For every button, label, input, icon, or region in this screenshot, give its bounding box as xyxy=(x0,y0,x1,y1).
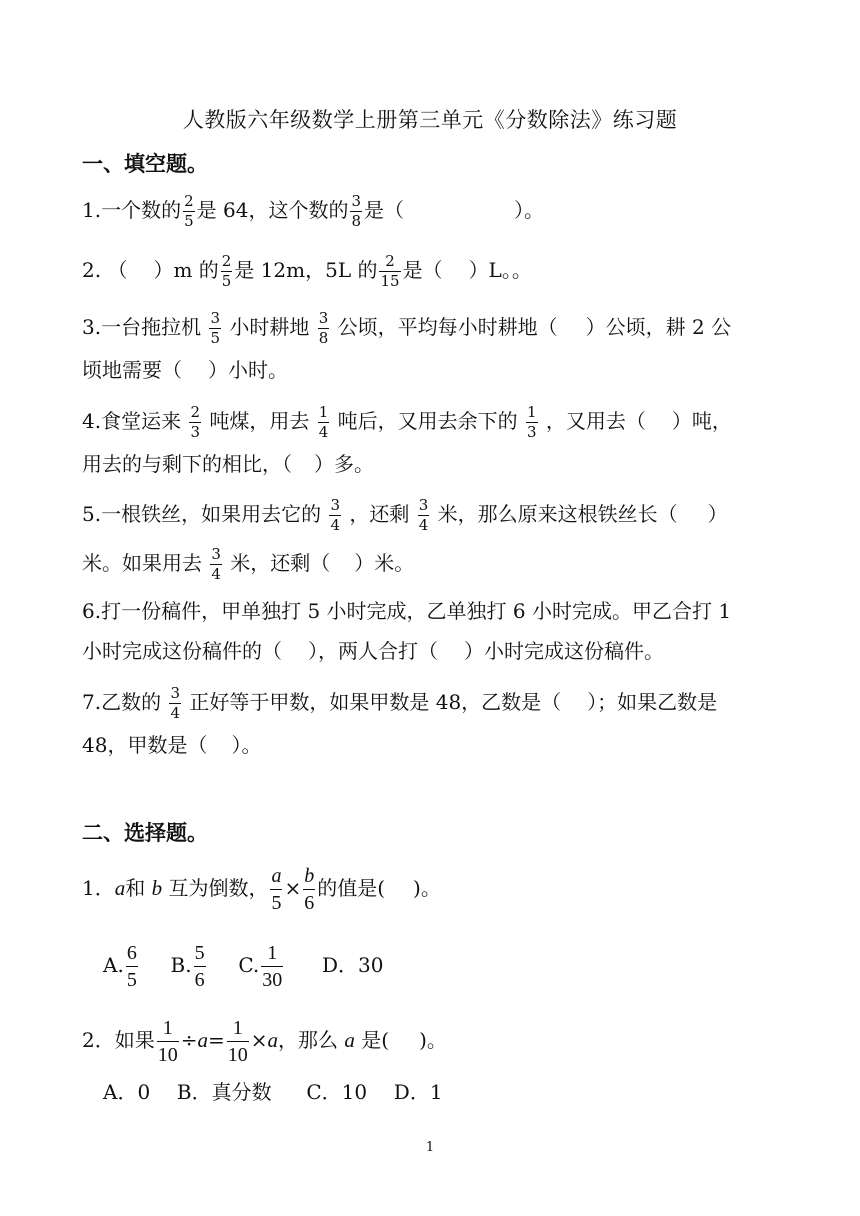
fraction: $\frac{3}{5}$ xyxy=(210,309,220,347)
question-7: 7.乙数的 $\frac{3}{4}$ 正好等于甲数，如果甲数是 48，乙数是（ ）；如果乙数是 xyxy=(82,684,718,722)
option-c[interactable]: C. $\frac{1}{30}$ xyxy=(238,942,283,991)
fraction: $\frac{3}{8}$ xyxy=(318,309,329,347)
option-d[interactable]: D．30 xyxy=(321,953,384,977)
option-c[interactable]: C．10 xyxy=(306,1080,368,1104)
fraction: $\frac{a}{5}$ xyxy=(271,865,282,914)
fraction: $\frac{2}{3}$ xyxy=(190,403,200,441)
choice-1-options xyxy=(103,943,803,990)
question-2: 2. （ ）m 的 $\frac{2}{5}$ 是 12m，5L 的 $\frac{2}{15}$ 是（ ）L。。 xyxy=(82,252,532,290)
question-3-cont: 顷地需要（ ）小时。 xyxy=(82,358,288,382)
fraction: $\frac{b}{6}$ xyxy=(304,865,315,914)
fraction: $\frac{5}{6}$ xyxy=(194,942,205,991)
question-4: 4.食堂运来 $\frac{2}{3}$ 吨煤，用去 $\frac{1}{4}$ 吨后，又用去余下的 $\frac{1}{3}$ ，又用去（ ）吨， xyxy=(82,403,732,441)
question-5: 5.一根铁丝，如果用去它的 $\frac{3}{4}$ ，还剩 $\frac{3}{4}$ 米，那么原来这根铁丝长（ ） xyxy=(82,496,728,534)
fraction: $\frac{3}{4}$ xyxy=(330,496,340,534)
fraction: $\frac{1}{30}$ xyxy=(262,942,283,991)
page-title: 人教版六年级数学上册第三单元《分数除法》练习题 xyxy=(182,108,678,132)
option-d[interactable]: D．1 xyxy=(393,1080,443,1104)
fraction: $\frac{1}{4}$ xyxy=(318,403,329,441)
question-6: 6.打一份稿件，甲单独打 5 小时完成，乙单独打 6 小时完成。甲乙合打 1 xyxy=(82,599,732,623)
question-7-cont: 48，甲数是（ ）。 xyxy=(82,733,262,757)
question-4-cont: 用去的与剩下的相比，（ ）多。 xyxy=(82,452,374,476)
option-b[interactable]: B．真分数 xyxy=(176,1080,272,1104)
section-fill-in-heading: 一、填空题。 xyxy=(82,152,208,176)
page-number: 1 xyxy=(425,1140,435,1155)
option-a[interactable]: A．0 xyxy=(103,1080,151,1104)
fraction: $\frac{1}{3}$ xyxy=(526,403,537,441)
fraction: $\frac{6}{5}$ xyxy=(126,942,137,991)
fraction: $\frac{3}{4}$ xyxy=(211,545,221,583)
fraction: $\frac{1}{10}$ xyxy=(227,1017,248,1066)
fraction: $\frac{2}{5}$ xyxy=(221,252,232,290)
choice-2-options xyxy=(103,1078,803,1106)
question-5-cont: 米。如果用去 $\frac{3}{4}$ 米，还剩（ ）米。 xyxy=(82,545,415,583)
section-choice-heading: 二、选择题。 xyxy=(82,821,208,845)
option-a[interactable]: A. $\frac{6}{5}$ xyxy=(103,942,137,991)
question-6-cont: 小时完成这份稿件的（ ），两人合打（ ）小时完成这份稿件。 xyxy=(82,639,664,663)
fraction: $\frac{1}{10}$ xyxy=(157,1017,178,1066)
question-3: 3.一台拖拉机 $\frac{3}{5}$ 小时耕地 $\frac{3}{8}$ 公顷，平均每小时耕地（ ）公顷，耕 2 公 xyxy=(82,309,732,347)
choice-question-1: 1．a和 b 互为倒数， $\frac{a}{5}$ × $\frac{b}{6}$ 的值是( )。 xyxy=(82,865,441,914)
fraction: $\frac{2}{5}$ xyxy=(184,192,194,230)
fraction: $\frac{2}{15}$ xyxy=(380,252,400,290)
fraction: $\frac{3}{4}$ xyxy=(418,496,429,534)
fraction: $\frac{3}{4}$ xyxy=(170,684,180,722)
fraction: $\frac{3}{8}$ xyxy=(351,192,361,230)
choice-question-2: 2．如果 $\frac{1}{10}$ ÷a= $\frac{1}{10}$ ×a，那么 a 是( )。 xyxy=(82,1017,447,1066)
question-1: 1.一个数的 $\frac{2}{5}$ 是 64，这个数的 $\frac{3}{8}$ 是（ ）。 xyxy=(82,192,544,230)
option-b[interactable]: B. $\frac{5}{6}$ xyxy=(170,942,205,991)
